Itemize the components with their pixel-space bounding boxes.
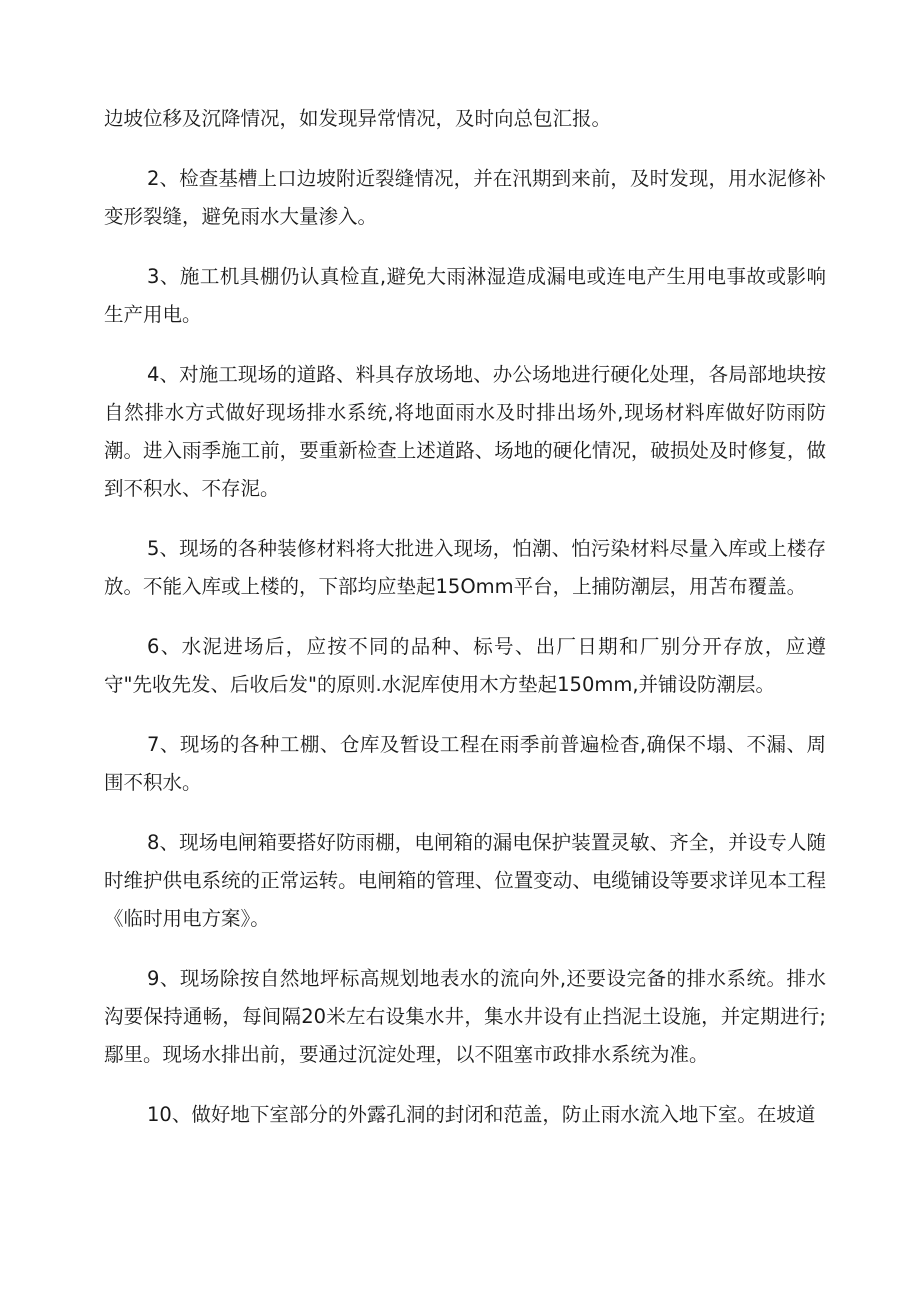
paragraph-item-7: 7、现场的各种工棚、仓库及暂设工程在雨季前普遍检杳,确保不塌、不漏、周围不积水。 xyxy=(104,733,826,794)
paragraph-item-6: 6、水泥进场后，应按不同的品种、标号、出厂日期和厂别分开存放，应遵守"先收先发、后收后发"的原则.水泥库使用木方垫起150mm,并铺设防潮层。 xyxy=(104,635,826,696)
paragraph-item-5: 5、现场的各种装修材料将大批进入现场，怕潮、怕污染材料尽量入库或上楼存放。不能入库或上楼的，下部均应垫起15Omm平台，上捕防潮层，用苫布覆盖。 xyxy=(104,537,826,598)
paragraph-item-2: 2、检查基槽上口边坡附近裂缝情况，并在汛期到来前，及时发现，用水泥修补变形裂缝，避免雨水大量渗入。 xyxy=(104,167,826,228)
paragraph-item-9: 9、现场除按自然地坪标高规划地表水的流向外,还要设完备的排水系统。排水沟要保持通畅，每间隔20米左右设集水井，集水井设有止挡泥土设施，并定期进行;鄢里。现场水排出前，要通过沉淀处理，以不阻塞市政排水系统为准。 xyxy=(104,967,826,1066)
document-body xyxy=(104,100,826,1134)
paragraph-item-4: 4、对施工现场的道路、料具存放场地、办公场地进行硬化处理，各局部地块按自然排水方式做好现场排水系统,将地面雨水及时排出场外,现场材料库做好防雨防潮。进入雨季施工前，要重新检查上述道路、场地的硬化情况，破损处及时修复，做到不积水、不存泥。 xyxy=(104,363,826,500)
paragraph-continued: 边坡位移及沉降情况，如发现异常情况，及时向总包汇报。 xyxy=(104,107,612,130)
paragraph-item-10: 10、做好地下室部分的外露孔洞的封闭和范盖，防止雨水流入地下室。在坡道 xyxy=(147,1103,816,1126)
paragraph-item-8: 8、现场电闸箱要搭好防雨棚，电闸箱的漏电保护装置灵敏、齐全，并设专人随时维护供电系统的正常运转。电闸箱的管理、位置变动、电缆铺设等要求详见本工程《临时用电方案》。 xyxy=(104,831,826,930)
paragraph-item-3: 3、施工机具棚仍认真检直,避免大雨淋湿造成漏电或连电产生用电事故或影响生产用电。 xyxy=(104,265,826,326)
